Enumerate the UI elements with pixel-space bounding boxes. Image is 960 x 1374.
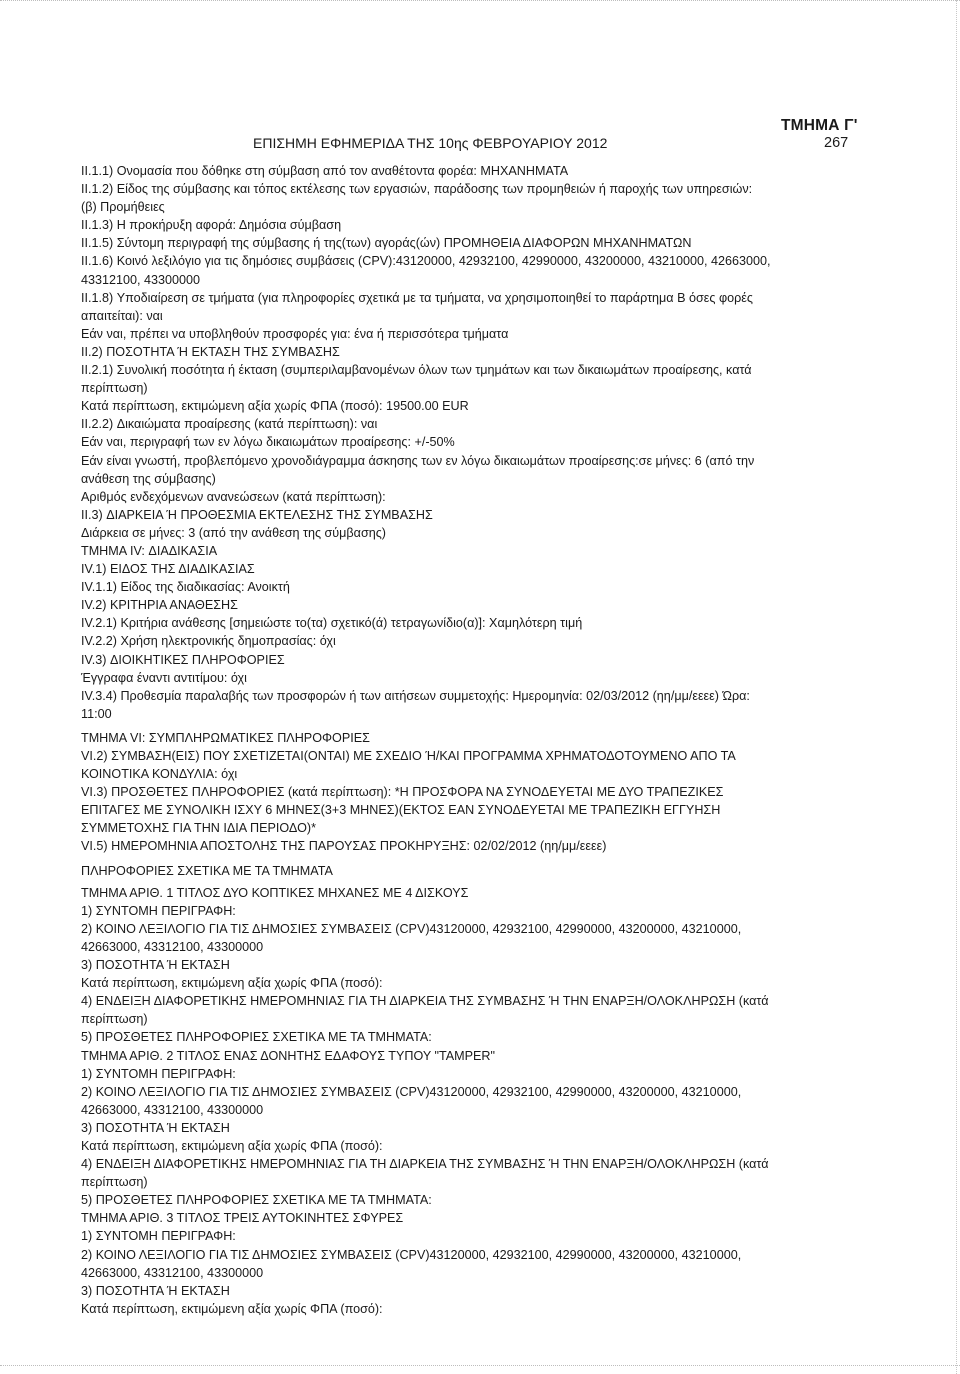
text-line: ΕΠΙΤΑΓΕΣ ΜΕ ΣΥΝΟΛΙΚΗ ΙΣΧΥ 6 ΜΗΝΕΣ(3+3 ΜΗΝΕΣ)(ΕΚΤΟΣ ΕΑΝ ΣΥΝΟΔΕΥΕΤΑΙ ΜΕ ΤΡΑΠΕΖΙΚΗ ΕΓΓΥΗΣΗ — [81, 803, 721, 818]
text-line: VI.2) ΣΥΜΒΑΣΗ(ΕΙΣ) ΠΟΥ ΣΧΕΤΙΖΕΤΑΙ(ΟΝΤΑΙ) ΜΕ ΣΧΕΔΙΟ Ή/ΚΑΙ ΠΡΟΓΡΑΜΜΑ ΧΡΗΜΑΤΟΔΟΤΟΥΜΕΝΟ ΑΠΟ ΤΑ — [81, 749, 736, 763]
running-header — [253, 135, 853, 151]
scan-edge-bottom — [0, 1365, 960, 1368]
text-line: ΤΜΗΜΑ ΑΡΙΘ. 2 ΤΙΤΛΟΣ ΕΝΑΣ ΔΟΝΗΤΗΣ ΕΔΑΦΟΥΣ ΤΥΠΟΥ "TAMPER" — [81, 1048, 495, 1063]
text-line: 1) ΣΥΝΤΟΜΗ ΠΕΡΙΓΡΑΦΗ: — [81, 903, 236, 918]
text-line: IV.3) ΔΙΟΙΚΗΤΙΚΕΣ ΠΛΗΡΟΦΟΡΙΕΣ — [81, 652, 285, 667]
text-line: II.2.1) Συνολική ποσότητα ή έκταση (συμπεριλαμβανομένων όλων των τμημάτων και των δικαιωμάτων προαίρεσης, κατά — [81, 363, 752, 378]
text-line: Κατά περίπτωση, εκτιμώμενη αξία χωρίς ΦΠΑ (ποσό): 19500.00 EUR — [81, 399, 469, 414]
document-body — [81, 162, 851, 1318]
text-line: (β) Προμήθειες — [81, 200, 165, 215]
text-line: II.3) ΔΙΑΡΚΕΙΑ Ή ΠΡΟΘΕΣΜΙΑ ΕΚΤΕΛΕΣΗΣ ΤΗΣ ΣΥΜΒΑΣΗΣ — [81, 507, 433, 522]
text-line: IV.1) ΕΙΔΟΣ ΤΗΣ ΔΙΑΔΙΚΑΣΙΑΣ — [81, 562, 255, 577]
text-line: 11:00 — [81, 706, 112, 721]
text-line: Κατά περίπτωση, εκτιμώμενη αξία χωρίς ΦΠΑ (ποσό): — [81, 976, 383, 991]
text-line: Διάρκεια σε μήνες: 3 (από την ανάθεση της σύμβασης) — [81, 525, 386, 540]
text-line: Εάν ναι, περιγραφή των εν λόγω δικαιωμάτων προαίρεσης: +/-50% — [81, 435, 455, 450]
text-line: VI.3) ΠΡΟΣΘΕΤΕΣ ΠΛΗΡΟΦΟΡΙΕΣ (κατά περίπτωση): *Η ΠΡΟΣΦΟΡΑ ΝΑ ΣΥΝΟΔΕΥΕΤΑΙ ΜΕ ΔΥΟ ΤΡΑΠΕΖΙΚΕΣ — [81, 785, 724, 800]
text-line: Αριθμός ενδεχόμενων ανανεώσεων (κατά περίπτωση): — [81, 489, 386, 504]
text-line: 1) ΣΥΝΤΟΜΗ ΠΕΡΙΓΡΑΦΗ: — [81, 1066, 236, 1081]
scan-edge-top — [0, 0, 960, 4]
text-line: II.1.2) Είδος της σύμβασης και τόπος εκτέλεσης των εργασιών, παράδοσης των προμηθειών ή παροχής των υπηρεσιών: — [81, 182, 753, 197]
scan-edge-right — [956, 0, 959, 1374]
text-line: 42663000, 43312100, 43300000 — [81, 1102, 264, 1117]
text-line: 4) ΕΝΔΕΙΞΗ ΔΙΑΦΟΡΕΤΙΚΗΣ ΗΜΕΡΟΜΗΝΙΑΣ ΓΙΑ ΤΗ ΔΙΑΡΚΕΙΑ ΤΗΣ ΣΥΜΒΑΣΗΣ Ή ΤΗΝ ΕΝΑΡΞΗ/ΟΛΟΚΛΗΡΩΣΗ (κατά — [81, 994, 769, 1009]
text-line: 1) ΣΥΝΤΟΜΗ ΠΕΡΙΓΡΑΦΗ: — [81, 1229, 236, 1244]
text-line: περίπτωση) — [81, 1175, 148, 1190]
gazette-title: ΕΠΙΣΗΜΗ ΕΦΗΜΕΡΙΔΑ ΤΗΣ 10ης ΦΕΒΡΟΥΑΡΙΟΥ 2012 — [253, 135, 608, 151]
text-line: 42663000, 43312100, 43300000 — [81, 1265, 264, 1280]
text-line: περίπτωση) — [81, 381, 148, 396]
text-line: II.1.1) Ονομασία που δόθηκε στη σύμβαση από τον αναθέτοντα φορέα: ΜΗΧΑΝΗΜΑΤΑ — [81, 164, 569, 178]
section-tag: ΤΜΗΜΑ Γ' — [781, 117, 858, 134]
text-line: Εάν ναι, πρέπει να υποβληθούν προσφορές για: ένα ή περισσότερα τμήματα — [81, 326, 509, 341]
text-line: 3) ΠΟΣΟΤΗΤΑ Ή ΕΚΤΑΣΗ — [81, 1283, 230, 1298]
text-line: ΠΛΗΡΟΦΟΡΙΕΣ ΣΧΕΤΙΚΑ ΜΕ ΤΑ ΤΜΗΜΑΤΑ — [81, 863, 333, 878]
text-line: 42663000, 43312100, 43300000 — [81, 939, 264, 954]
text-line: IV.2.1) Κριτήρια ανάθεσης [σημειώστε το(τα) σχετικό(ά) τετραγωνίδιο(α)]: Χαμηλότερη τιμή — [81, 616, 583, 631]
text-line: ΚΟΙΝΟΤΙΚΑ ΚΟΝΔΥΛΙΑ: όχι — [81, 767, 238, 782]
text-line: IV.3.4) Προθεσμία παραλαβής των προσφορών ή των αιτήσεων συμμετοχής: Ημερομηνία: 02/03/2012 (ηη/μμ/εεεε) Ώρα: — [81, 688, 750, 703]
text-line: II.1.8) Υποδιαίρεση σε τμήματα (για πληροφορίες σχετικά με τα τμήματα, να χρησιμοποιηθεί το παράρτημα Β όσες φορές — [81, 290, 753, 305]
text-line: II.2) ΠΟΣΟΤΗΤΑ Ή ΕΚΤΑΣΗ ΤΗΣ ΣΥΜΒΑΣΗΣ — [81, 344, 340, 359]
text-line: 5) ΠΡΟΣΘΕΤΕΣ ΠΛΗΡΟΦΟΡΙΕΣ ΣΧΕΤΙΚΑ ΜΕ ΤΑ ΤΜΗΜΑΤΑ: — [81, 1193, 432, 1208]
text-line: ΣΥΜΜΕΤΟΧΗΣ ΓΙΑ ΤΗΝ ΙΔΙΑ ΠΕΡΙΟΔΟ)* — [81, 821, 316, 836]
text-line: ΤΜΗΜΑ IV: ΔΙΑΔΙΚΑΣΙΑ — [81, 543, 218, 558]
text-line: 4) ΕΝΔΕΙΞΗ ΔΙΑΦΟΡΕΤΙΚΗΣ ΗΜΕΡΟΜΗΝΙΑΣ ΓΙΑ ΤΗ ΔΙΑΡΚΕΙΑ ΤΗΣ ΣΥΜΒΑΣΗΣ Ή ΤΗΝ ΕΝΑΡΞΗ/ΟΛΟΚΛΗΡΩΣΗ (κατά — [81, 1157, 769, 1172]
text-line: Κατά περίπτωση, εκτιμώμενη αξία χωρίς ΦΠΑ (ποσό): — [81, 1138, 383, 1153]
text-line: ΤΜΗΜΑ ΑΡΙΘ. 1 ΤΙΤΛΟΣ ΔΥΟ ΚΟΠΤΙΚΕΣ ΜΗΧΑΝΕΣ ΜΕ 4 ΔΙΣΚΟΥΣ — [81, 885, 469, 900]
text-line: VI.5) ΗΜΕΡΟΜΗΝΙΑ ΑΠΟΣΤΟΛΗΣ ΤΗΣ ΠΑΡΟΥΣΑΣ ΠΡΟΚΗΡΥΞΗΣ: 02/02/2012 (ηη/μμ/εεεε) — [81, 839, 607, 854]
text-line: IV.1.1) Είδος της διαδικασίας: Ανοικτή — [81, 580, 290, 595]
text-line: 2) ΚΟΙΝΟ ΛΕΞΙΛΟΓΙΟ ΓΙΑ ΤΙΣ ΔΗΜΟΣΙΕΣ ΣΥΜΒΑΣΕΙΣ (CPV)43120000, 42932100, 42990000, 43200000, 43210000, — [81, 1084, 742, 1099]
text-line: II.1.5) Σύντομη περιγραφή της σύμβασης ή της(των) αγοράς(ών) ΠΡΟΜΗΘΕΙΑ ΔΙΑΦΟΡΩΝ ΜΗΧΑΝΗΜΑΤΩΝ — [81, 236, 692, 251]
text-line: ΤΜΗΜΑ VI: ΣΥΜΠΛΗΡΩΜΑΤΙΚΕΣ ΠΛΗΡΟΦΟΡΙΕΣ — [81, 730, 370, 745]
text-line: IV.2.2) Χρήση ηλεκτρονικής δημοπρασίας: όχι — [81, 634, 336, 649]
text-line: Έγγραφα έναντι αντιτίμου: όχι — [81, 670, 247, 685]
text-line: II.1.6) Κοινό λεξιλόγιο για τις δημόσιες συμβάσεις (CPV):43120000, 42932100, 42990000, 43200000, 43210000, 42663000, — [81, 254, 771, 269]
text-line: ΤΜΗΜΑ ΑΡΙΘ. 3 ΤΙΤΛΟΣ ΤΡΕΙΣ ΑΥΤΟΚΙΝΗΤΕΣ ΣΦΥΡΕΣ — [81, 1211, 404, 1226]
text-line: II.2.2) Δικαιώματα προαίρεσης (κατά περίπτωση): ναι — [81, 417, 378, 432]
text-line: περίπτωση) — [81, 1012, 148, 1027]
text-line: 43312100, 43300000 — [81, 272, 201, 287]
text-line: 5) ΠΡΟΣΘΕΤΕΣ ΠΛΗΡΟΦΟΡΙΕΣ ΣΧΕΤΙΚΑ ΜΕ ΤΑ ΤΜΗΜΑΤΑ: — [81, 1030, 432, 1045]
text-line: Κατά περίπτωση, εκτιμώμενη αξία χωρίς ΦΠΑ (ποσό): — [81, 1301, 383, 1316]
text-line: 2) ΚΟΙΝΟ ΛΕΞΙΛΟΓΙΟ ΓΙΑ ΤΙΣ ΔΗΜΟΣΙΕΣ ΣΥΜΒΑΣΕΙΣ (CPV)43120000, 42932100, 42990000, 43200000, 43210000, — [81, 921, 742, 936]
page-number: 267 — [824, 135, 849, 151]
text-line: 3) ΠΟΣΟΤΗΤΑ Ή ΕΚΤΑΣΗ — [81, 1120, 230, 1135]
text-line: απαιτείται): ναι — [81, 308, 163, 323]
text-line: II.1.3) Η προκήρυξη αφορά: Δημόσια σύμβαση — [81, 218, 342, 233]
text-line: Εάν είναι γνωστή, προβλεπόμενο χρονοδιάγραμμα άσκησης των εν λόγω δικαιωμάτων προαίρεσης:σε μήνες: 6 (από την — [81, 453, 755, 468]
text-line: ανάθεση της σύμβασης) — [81, 471, 216, 486]
text-line: 2) ΚΟΙΝΟ ΛΕΞΙΛΟΓΙΟ ΓΙΑ ΤΙΣ ΔΗΜΟΣΙΕΣ ΣΥΜΒΑΣΕΙΣ (CPV)43120000, 42932100, 42990000, 43200000, 43210000, — [81, 1247, 742, 1262]
text-line: IV.2) ΚΡΙΤΗΡΙΑ ΑΝΑΘΕΣΗΣ — [81, 598, 238, 613]
text-line: 3) ΠΟΣΟΤΗΤΑ Ή ΕΚΤΑΣΗ — [81, 958, 230, 973]
